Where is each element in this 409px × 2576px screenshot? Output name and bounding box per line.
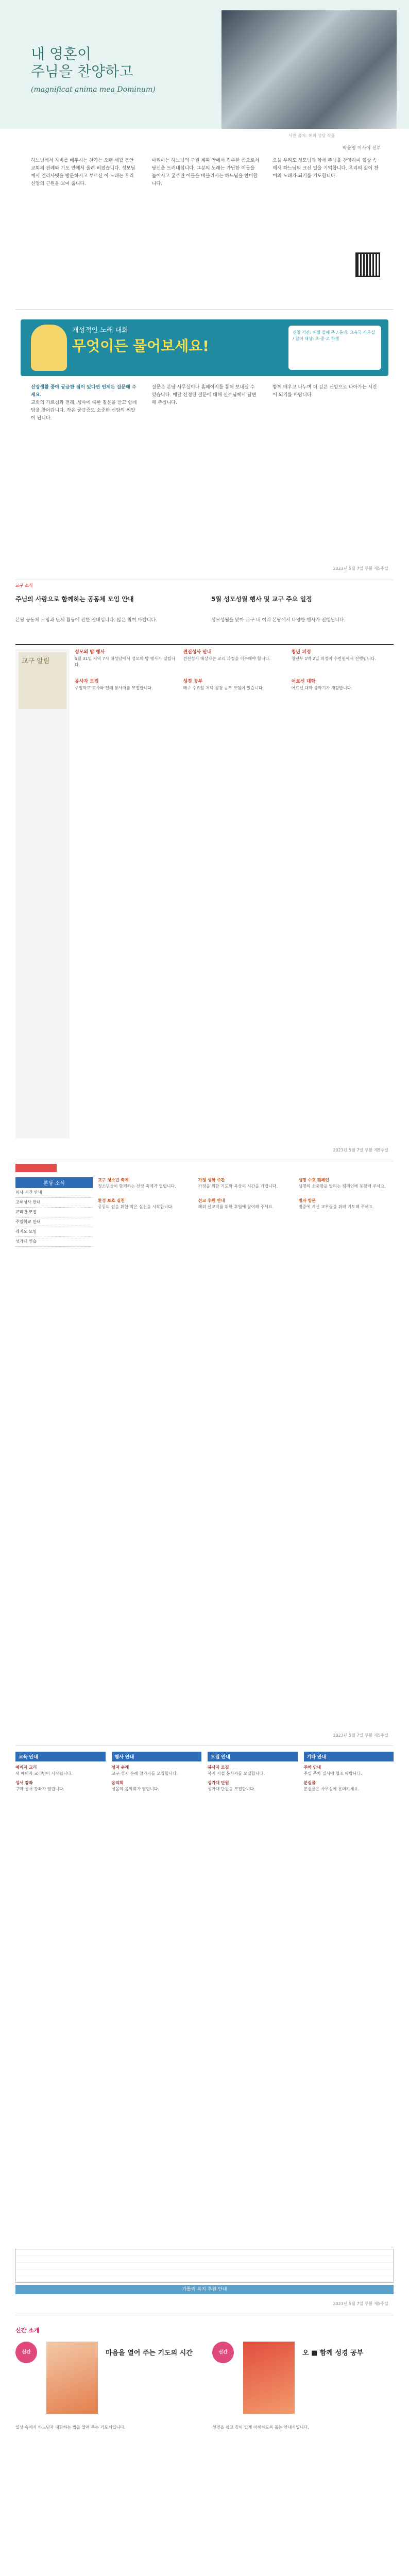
info-title: 주차 안내 bbox=[303, 1765, 321, 1770]
notice-item bbox=[292, 679, 394, 696]
headline-right: 5월 성모성월 행사 및 교구 주요 일정 bbox=[211, 596, 312, 603]
info-body: 성가대 단원을 모집합니다. bbox=[208, 1787, 255, 1791]
news-body: 생명의 소중함을 알리는 캠페인에 동참해 주세요. bbox=[298, 1184, 386, 1189]
page-footer: 2023년 5월 7일 부활 제5주일 bbox=[333, 566, 388, 571]
top-rule bbox=[15, 1745, 394, 1746]
card-badge: 신간 bbox=[212, 2342, 234, 2363]
section-title: 신간 소개 bbox=[15, 2327, 40, 2334]
news-body: 가정을 위한 기도와 묵상의 시간을 가집니다. bbox=[198, 1184, 278, 1189]
sidebar-row: 교리반 모집 bbox=[15, 1208, 93, 1217]
card-body: 일상 속에서 하느님과 대화하는 법을 알려 주는 기도서입니다. bbox=[15, 2425, 126, 2430]
info-title: 성서 강좌 bbox=[15, 1781, 33, 1785]
info-column bbox=[208, 1752, 298, 1795]
info-title: 봉사자 모집 bbox=[208, 1765, 229, 1770]
page-footer: 2023년 5월 7일 부활 제5주일 bbox=[333, 1148, 388, 1153]
qa-column-2: 질문은 본당 사무실이나 홈페이지를 통해 보내실 수 있습니다. 매달 선정된 질문에 대해 신부님께서 답변해 주십니다. bbox=[151, 385, 257, 405]
news-title: 교구 청소년 축제 bbox=[98, 1178, 129, 1182]
body-column-3: 오늘 우리도 성모님과 함께 주님을 찬양하며 일상 속에서 하느님의 크신 일을 기억합니다. 우리의 삶이 찬미의 노래가 되기를 기도합니다. bbox=[272, 158, 379, 179]
sidebar-row: 고해성사 안내 bbox=[15, 1198, 93, 1208]
info-title: 성가대 단원 bbox=[208, 1781, 229, 1785]
news-item bbox=[298, 1198, 394, 1213]
book-card bbox=[212, 2342, 394, 2568]
info-body: 주일 주차 질서에 협조 바랍니다. bbox=[303, 1771, 362, 1776]
info-column bbox=[15, 1752, 106, 1795]
news-item bbox=[298, 1177, 394, 1193]
page-4 bbox=[0, 1741, 409, 2311]
sidebar-row: 레지오 모임 bbox=[15, 1227, 93, 1237]
lead-left: 본당 공동체 모임과 단체 활동에 관한 안내입니다. 많은 참여 바랍니다. bbox=[15, 618, 157, 623]
sidebar bbox=[15, 1177, 93, 1247]
news-title: 생명 수호 캠페인 bbox=[298, 1178, 329, 1182]
section-tag bbox=[15, 1164, 57, 1172]
sidebar-row: 성가대 연습 bbox=[15, 1237, 93, 1247]
sidebar-title: 본당 소식 bbox=[15, 1177, 93, 1188]
sidebar-row: 미사 시간 안내 bbox=[15, 1188, 93, 1198]
banner-big-text: 무엇이든 물어보세요! bbox=[72, 337, 209, 354]
hero-photo bbox=[221, 10, 397, 129]
notice-title: 성모의 밤 행사 bbox=[75, 650, 105, 655]
notice-item bbox=[75, 679, 177, 696]
notice-body: 어르신 대학 봄학기가 개강합니다. bbox=[291, 686, 353, 690]
info-body: 구약 성서 강좌가 열립니다. bbox=[15, 1787, 65, 1791]
sidebar-title: 교구 알림 bbox=[19, 652, 66, 709]
page-5 bbox=[0, 2311, 409, 2576]
headline-left: 주님의 사랑으로 함께하는 공동체 모임 안내 bbox=[15, 596, 134, 603]
notice-body: 청년부 1박 2일 피정이 수련원에서 진행됩니다. bbox=[291, 656, 377, 661]
notice-title: 견진성사 안내 bbox=[183, 650, 212, 655]
news-item bbox=[198, 1198, 294, 1213]
qa-column-1 bbox=[31, 384, 140, 422]
body-column-2: 마리아는 하느님의 구원 계획 안에서 겸손한 종으로서 당신을 드러내십니다. 그분의 노래는 가난한 이들을 높이시고 굶주린 이들을 배불리시는 하느님을 찬미합니다. bbox=[151, 158, 260, 187]
notice-grid bbox=[75, 649, 394, 696]
schedule-table bbox=[15, 2249, 394, 2283]
bottom-banner[interactable]: 가톨릭 복지 후원 안내 bbox=[15, 2285, 394, 2294]
news-title: 병자 방문 bbox=[298, 1198, 316, 1203]
info-columns bbox=[15, 1752, 394, 1795]
title-line-1: 내 영혼이 bbox=[31, 45, 92, 62]
qa-column-3: 함께 배우고 나누며 더 깊은 신앙으로 나아가는 시간이 되기를 바랍니다. bbox=[272, 385, 377, 398]
sidebar-row: 주일학교 안내 bbox=[15, 1217, 93, 1227]
notice-body: 매주 수요일 저녁 성경 공부 모임이 있습니다. bbox=[183, 686, 264, 690]
mascot-icon bbox=[31, 325, 67, 371]
info-title: 음악회 bbox=[111, 1781, 124, 1785]
notice-body: 견진성사 대상자는 교리 과정을 이수해야 합니다. bbox=[183, 656, 271, 661]
notice-item bbox=[183, 679, 285, 696]
news-body: 병중에 계신 교우들을 위해 기도해 주세요. bbox=[298, 1205, 374, 1209]
notice-title: 어르신 대학 bbox=[291, 679, 316, 684]
column-head: 교육 안내 bbox=[15, 1752, 106, 1761]
news-body: 공동의 집을 위한 작은 실천을 시작합니다. bbox=[98, 1205, 174, 1209]
section-bar bbox=[15, 1164, 394, 1172]
article-body bbox=[31, 157, 381, 188]
info-column bbox=[304, 1752, 394, 1795]
info-column bbox=[112, 1752, 202, 1795]
lead-right: 성모성월을 맞아 교구 내 여러 본당에서 다양한 행사가 진행됩니다. bbox=[211, 618, 346, 623]
page-footer: 2023년 5월 7일 부활 제5주일 bbox=[333, 2301, 388, 2306]
news-body: 해외 선교지를 위한 후원에 참여해 주세요. bbox=[198, 1205, 274, 1209]
banner-small-text: 개성적인 노래 대회 bbox=[72, 327, 128, 334]
card-title: 오 ■ 함께 성경 공부 bbox=[302, 2349, 364, 2357]
section-tag: 교구 소식 bbox=[15, 583, 33, 588]
banner-info-box: 신청 기간: 매월 둘째 주 / 문의: 교육국 사무실 / 참여 대상: 초·중·고 학생 bbox=[288, 326, 381, 370]
column-head: 행사 안내 bbox=[112, 1752, 202, 1761]
book-cover bbox=[243, 2342, 295, 2414]
card-title: 마음을 열어 주는 기도의 시간 bbox=[106, 2349, 193, 2357]
info-title: 예비자 교리 bbox=[15, 1765, 37, 1770]
info-body: 성음악 음악회가 열립니다. bbox=[111, 1787, 160, 1791]
photo-caption: 사진 출처: 해외 성당 작품 bbox=[288, 133, 335, 138]
notice-title: 성경 공부 bbox=[183, 679, 203, 684]
section-rule bbox=[15, 644, 394, 645]
article-subtitle: (magnificat anima mea Dominum) bbox=[31, 86, 156, 94]
qa-body bbox=[31, 384, 381, 422]
card-body: 성경을 쉽고 깊이 있게 이해하도록 돕는 안내서입니다. bbox=[212, 2425, 309, 2430]
notice-item bbox=[75, 649, 177, 672]
info-body: 새 예비자 교리반이 시작됩니다. bbox=[15, 1771, 73, 1776]
page-3 bbox=[0, 1157, 409, 1741]
info-title: 분실물 bbox=[303, 1781, 316, 1785]
news-grid bbox=[98, 1177, 394, 1213]
qa-column-1-text: 교회의 가르침과 전례, 성사에 대한 질문을 받고 함께 답을 찾아갑니다. 작은 궁금증도 소중한 신앙의 씨앗이 됩니다. bbox=[31, 400, 137, 421]
divider bbox=[15, 309, 394, 310]
info-body: 교구 성지 순례 참가자를 모집합니다. bbox=[111, 1771, 178, 1776]
notice-title: 청년 피정 bbox=[291, 650, 311, 655]
page-1 bbox=[0, 0, 409, 574]
news-item bbox=[198, 1177, 294, 1193]
qr-code-icon[interactable] bbox=[355, 252, 380, 277]
info-title: 성지 순례 bbox=[111, 1765, 129, 1770]
card-badge: 신간 bbox=[15, 2342, 37, 2363]
byline: 박윤영 이사야 신부 bbox=[342, 146, 381, 151]
column-head: 모집 안내 bbox=[208, 1752, 298, 1761]
news-title: 가정 성화 주간 bbox=[198, 1178, 225, 1182]
news-item bbox=[98, 1198, 193, 1213]
news-body: 청소년들이 함께하는 신앙 축제가 열립니다. bbox=[98, 1184, 176, 1189]
qa-lead: 신앙생활 중에 궁금한 점이 있다면 언제든 질문해 주세요. bbox=[31, 385, 137, 398]
notice-body: 5월 31일 저녁 7시 대성당에서 성모의 밤 행사가 열립니다. bbox=[75, 656, 176, 667]
news-title: 선교 후원 안내 bbox=[198, 1198, 225, 1203]
news-title: 환경 보호 실천 bbox=[98, 1198, 125, 1203]
notice-item bbox=[292, 649, 394, 672]
book-card bbox=[15, 2342, 197, 2568]
page-footer: 2023년 5월 7일 부활 제5주일 bbox=[333, 1733, 388, 1738]
info-body: 분실물은 사무실에 문의하세요. bbox=[303, 1787, 360, 1791]
info-body: 복지 시설 봉사자를 모집합니다. bbox=[208, 1771, 265, 1776]
news-item bbox=[98, 1177, 193, 1193]
book-cover bbox=[46, 2342, 98, 2414]
article-title bbox=[31, 45, 133, 80]
page-2 bbox=[0, 574, 409, 1157]
notice-item bbox=[183, 649, 285, 672]
sidebar bbox=[15, 649, 70, 1139]
body-column-1: 하느님께서 자비를 베푸시는 찬가는 오랜 세월 동안 교회의 전례와 기도 안에서 울려 퍼졌습니다. 성모님께서 엘리사벳을 방문하시고 부르신 이 노래는 우리 신앙의 근원을 보여 줍니다. bbox=[31, 158, 135, 187]
notice-title: 봉사자 모집 bbox=[75, 679, 99, 684]
title-line-2: 주님을 찬양하고 bbox=[31, 63, 133, 80]
notice-body: 주일학교 교사와 전례 봉사자를 모집합니다. bbox=[75, 686, 153, 690]
column-head: 기타 안내 bbox=[304, 1752, 394, 1761]
